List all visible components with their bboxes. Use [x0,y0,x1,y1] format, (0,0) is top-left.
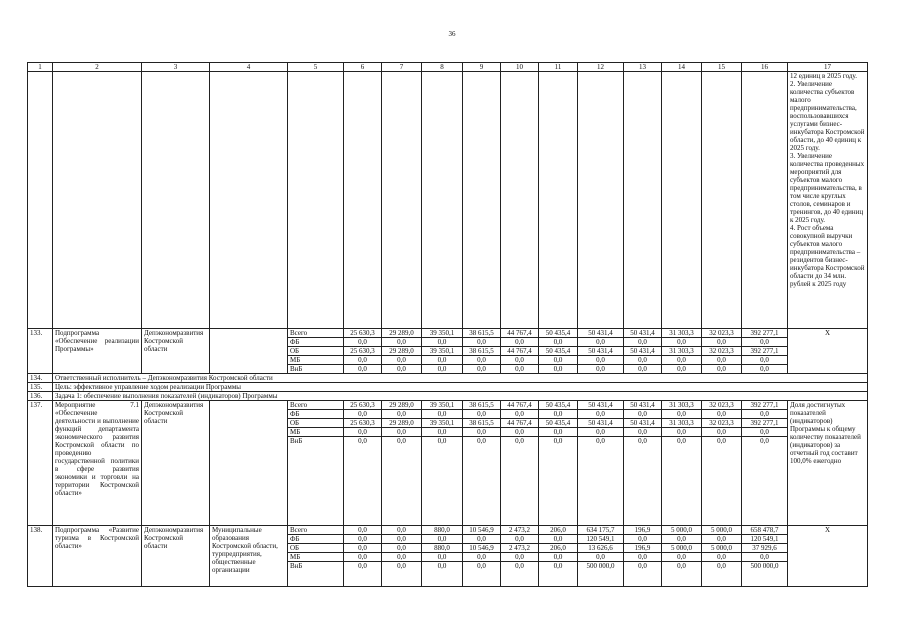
value-cell: 0,0 [624,553,662,562]
cell-empty [539,72,578,329]
value-cell: 0,0 [539,338,578,347]
value-cell: 32 023,3 [702,419,742,428]
value-cell: 0,0 [702,356,742,365]
value-cell: 0,0 [344,410,382,419]
value-cell: 0,0 [344,365,382,374]
value-cell: 10 546,9 [463,526,501,535]
value-cell: 50 435,4 [539,329,578,338]
value-cell: 0,0 [624,356,662,365]
value-cell: 0,0 [742,428,788,437]
value-cell: 50 431,4 [578,329,624,338]
value-cell: 25 630,3 [344,419,382,428]
value-cell: 31 303,3 [662,419,702,428]
value-cell: 0,0 [422,553,463,562]
table-row [28,329,868,338]
value-cell: 0,0 [539,365,578,374]
value-cell: 32 023,3 [702,347,742,356]
value-cell: 0,0 [463,437,501,526]
value-cell: 0,0 [501,553,539,562]
value-cell: 29 289,0 [382,401,422,410]
value-cell: 0,0 [382,553,422,562]
value-cell: 0,0 [702,437,742,526]
value-cell: 392 277,1 [742,329,788,338]
value-cell: 5 000,0 [702,544,742,553]
value-cell: 0,0 [344,526,382,535]
value-cell: 0,0 [463,365,501,374]
value-cell: 0,0 [382,562,422,587]
value-cell: 39 350,1 [422,401,463,410]
cell-empty [624,72,662,329]
cell-empty [288,72,344,329]
value-cell: 50 431,4 [624,347,662,356]
value-cell: 44 767,4 [501,419,539,428]
value-cell: 0,0 [422,356,463,365]
value-cell: 0,0 [344,535,382,544]
value-cell: 880,0 [422,526,463,535]
cell-empty [578,72,624,329]
value-cell: 0,0 [422,365,463,374]
row-number: 133. [28,329,53,374]
value-cell: 32 023,3 [702,329,742,338]
value-cell: 0,0 [624,562,662,587]
value-cell: 38 615,5 [463,419,501,428]
value-cell: 50 435,4 [539,419,578,428]
value-cell: 0,0 [662,356,702,365]
column-header-8: 8 [422,63,463,72]
value-cell: 50 431,4 [578,347,624,356]
value-cell: 0,0 [662,562,702,587]
funding-source: ФБ [288,410,344,419]
value-cell: 44 767,4 [501,347,539,356]
funding-source: МБ [288,553,344,562]
section-text: Задача 1: обеспечение выполнения показателей (индикаторов) Программы [53,392,868,401]
funding-source: Всего [288,401,344,410]
funding-source: ВнБ [288,437,344,526]
cell-empty [28,72,53,329]
value-cell: 31 303,3 [662,401,702,410]
value-cell: 5 000,0 [702,526,742,535]
value-cell: 0,0 [463,338,501,347]
column-number-row [28,63,868,72]
table-body [28,63,868,587]
value-cell: 0,0 [662,428,702,437]
table-row [28,526,868,535]
value-cell: 0,0 [539,535,578,544]
value-cell: 0,0 [578,365,624,374]
value-cell: 0,0 [382,428,422,437]
value-cell: 0,0 [463,410,501,419]
funding-source: МБ [288,428,344,437]
continuation-row [28,72,868,329]
value-cell: 25 630,3 [344,329,382,338]
value-cell: 29 289,0 [382,419,422,428]
section-row [28,374,868,383]
cell-empty [662,72,702,329]
value-cell: 206,0 [539,526,578,535]
value-cell: 0,0 [578,428,624,437]
value-cell: 0,0 [344,437,382,526]
funding-source: ФБ [288,338,344,347]
row-executor: Депэкономразвития Костромской области [142,329,210,374]
value-cell: 0,0 [344,553,382,562]
value-cell: 0,0 [742,410,788,419]
column-header-11: 11 [539,63,578,72]
funding-source: Всего [288,526,344,535]
value-cell: 206,0 [539,544,578,553]
row-number: 138. [28,526,53,587]
value-cell: 50 435,4 [539,347,578,356]
funding-source: Всего [288,329,344,338]
value-cell: 0,0 [422,562,463,587]
row-number: 136. [28,392,53,401]
column-header-16: 16 [742,63,788,72]
funding-source: МБ [288,356,344,365]
row-result: Х [788,329,868,374]
result-text: 12 единиц в 2025 году. 2. Увеличение количества субъектов малого предпринимательства, воспользовавшихся услугами бизнес-инкубатора Костромской области, до 40 единиц к 2025 году. 3. Увеличение количества проведенных мероприятий для субъектов малого предпринимательства, в том числе круглых столов, семинаров и тренингов, до 40 единиц к 2025 году. 4. Рост объема совокупной выручки субъектов малого предпринимательства – резидентов бизнес-инкубатора Костромской области до 34 млн. рублей к 2025 году [788,72,868,329]
value-cell: 0,0 [702,428,742,437]
value-cell: 0,0 [382,338,422,347]
page-number: 36 [448,30,456,38]
value-cell: 0,0 [463,562,501,587]
value-cell: 50 431,4 [624,329,662,338]
value-cell: 0,0 [501,365,539,374]
cell-empty [382,72,422,329]
column-header-6: 6 [344,63,382,72]
row-participant: Муниципальные образования Костромской области, турпредприятия, общественные организации [210,526,288,587]
value-cell: 0,0 [742,365,788,374]
value-cell: 0,0 [382,535,422,544]
value-cell: 0,0 [463,535,501,544]
value-cell: 0,0 [344,338,382,347]
value-cell: 0,0 [382,437,422,526]
value-cell: 120 549,1 [578,535,624,544]
value-cell: 0,0 [344,562,382,587]
column-header-10: 10 [501,63,539,72]
value-cell: 120 549,1 [742,535,788,544]
value-cell: 0,0 [624,338,662,347]
funding-source: ОБ [288,347,344,356]
value-cell: 0,0 [702,535,742,544]
value-cell: 0,0 [662,437,702,526]
value-cell: 0,0 [422,428,463,437]
value-cell: 0,0 [344,428,382,437]
row-result: Доля достигнутых показателей (индикаторов) Программы к общему количеству показателей (индикаторов) за отчетный год составит 100,0% ежегодно [788,401,868,526]
value-cell: 658 478,7 [742,526,788,535]
cell-empty [742,72,788,329]
value-cell: 0,0 [382,365,422,374]
value-cell: 5 000,0 [662,526,702,535]
column-header-17: 17 [788,63,868,72]
value-cell: 500 000,0 [578,562,624,587]
value-cell: 13 626,6 [578,544,624,553]
value-cell: 50 435,4 [539,401,578,410]
value-cell: 0,0 [382,544,422,553]
value-cell: 0,0 [539,410,578,419]
value-cell: 44 767,4 [501,401,539,410]
value-cell: 0,0 [662,535,702,544]
value-cell: 0,0 [662,410,702,419]
value-cell: 25 630,3 [344,347,382,356]
row-participant [210,329,288,374]
value-cell: 0,0 [578,410,624,419]
row-number: 137. [28,401,53,526]
column-header-4: 4 [210,63,288,72]
value-cell: 0,0 [702,562,742,587]
value-cell: 0,0 [578,338,624,347]
value-cell: 0,0 [624,365,662,374]
value-cell: 634 175,7 [578,526,624,535]
value-cell: 0,0 [539,553,578,562]
funding-source: ФБ [288,535,344,544]
value-cell: 5 000,0 [662,544,702,553]
value-cell: 0,0 [742,356,788,365]
value-cell: 25 630,3 [344,401,382,410]
value-cell: 38 615,5 [463,401,501,410]
value-cell: 44 767,4 [501,329,539,338]
value-cell: 0,0 [702,410,742,419]
row-executor: Депэкономразвития Костромской области [142,401,210,526]
value-cell: 0,0 [422,535,463,544]
cell-empty [463,72,501,329]
value-cell: 50 431,4 [578,401,624,410]
column-header-7: 7 [382,63,422,72]
value-cell: 0,0 [501,535,539,544]
row-participant [210,401,288,526]
value-cell: 0,0 [624,428,662,437]
value-cell: 50 431,4 [578,419,624,428]
row-name: Подпрограмма «Развитие туризма в Костромской области» [53,526,142,587]
value-cell: 29 289,0 [382,347,422,356]
value-cell: 0,0 [578,356,624,365]
value-cell: 0,0 [539,437,578,526]
value-cell: 0,0 [344,544,382,553]
value-cell: 0,0 [463,356,501,365]
column-header-3: 3 [142,63,210,72]
value-cell: 0,0 [539,562,578,587]
value-cell: 196,9 [624,544,662,553]
value-cell: 32 023,3 [702,401,742,410]
value-cell: 392 277,1 [742,419,788,428]
value-cell: 0,0 [422,338,463,347]
value-cell: 50 431,4 [624,401,662,410]
value-cell: 0,0 [624,535,662,544]
value-cell: 0,0 [501,338,539,347]
column-header-5: 5 [288,63,344,72]
cell-empty [702,72,742,329]
value-cell: 392 277,1 [742,401,788,410]
value-cell: 0,0 [662,338,702,347]
value-cell: 0,0 [742,553,788,562]
column-header-13: 13 [624,63,662,72]
column-header-2: 2 [53,63,142,72]
value-cell: 0,0 [501,410,539,419]
value-cell: 39 350,1 [422,419,463,428]
cell-empty [344,72,382,329]
section-text: Ответственный исполнитель – Депэкономразвития Костромской области [53,374,868,383]
cell-empty [422,72,463,329]
value-cell: 0,0 [422,437,463,526]
row-number: 134. [28,374,53,383]
funding-source: ОБ [288,544,344,553]
value-cell: 880,0 [422,544,463,553]
value-cell: 0,0 [578,553,624,562]
value-cell: 10 546,9 [463,544,501,553]
funding-source: ВнБ [288,562,344,587]
value-cell: 0,0 [742,437,788,526]
value-cell: 0,0 [463,428,501,437]
value-cell: 0,0 [702,365,742,374]
value-cell: 0,0 [344,356,382,365]
value-cell: 0,0 [422,410,463,419]
cell-empty [53,72,142,329]
value-cell: 0,0 [702,338,742,347]
section-text: Цель: эффективное управление ходом реализации Программы [53,383,868,392]
section-row [28,392,868,401]
value-cell: 0,0 [501,437,539,526]
value-cell: 50 431,4 [624,419,662,428]
value-cell: 0,0 [501,562,539,587]
cell-empty [142,72,210,329]
value-cell: 38 615,5 [463,329,501,338]
value-cell: 31 303,3 [662,347,702,356]
value-cell: 0,0 [382,526,422,535]
program-table [27,62,868,587]
value-cell: 0,0 [539,356,578,365]
row-result: Х [788,526,868,587]
value-cell: 0,0 [539,428,578,437]
column-header-9: 9 [463,63,501,72]
value-cell: 2 473,2 [501,526,539,535]
cell-empty [210,72,288,329]
cell-empty [501,72,539,329]
row-number: 135. [28,383,53,392]
row-executor: Депэкономразвития Костромской области [142,526,210,587]
value-cell: 0,0 [662,365,702,374]
value-cell: 29 289,0 [382,329,422,338]
column-header-14: 14 [662,63,702,72]
value-cell: 0,0 [624,410,662,419]
table-row [28,401,868,410]
column-header-12: 12 [578,63,624,72]
value-cell: 37 929,6 [742,544,788,553]
column-header-15: 15 [702,63,742,72]
value-cell: 0,0 [578,437,624,526]
value-cell: 392 277,1 [742,347,788,356]
value-cell: 39 350,1 [422,329,463,338]
value-cell: 0,0 [382,410,422,419]
row-name: Подпрограмма «Обеспечение реализации Программы» [53,329,142,374]
value-cell: 2 473,2 [501,544,539,553]
value-cell: 39 350,1 [422,347,463,356]
value-cell: 38 615,5 [463,347,501,356]
funding-source: ВнБ [288,365,344,374]
value-cell: 0,0 [382,356,422,365]
row-name: Мероприятие 7.1 «Обеспечение деятельности и выполнение функций департамента экономического развития Костромской области по проведению государственной политики в сфере развития экономики и торговли на территории Костромской области» [53,401,142,526]
value-cell: 0,0 [742,338,788,347]
section-row [28,383,868,392]
value-cell: 0,0 [463,553,501,562]
value-cell: 0,0 [662,553,702,562]
funding-source: ОБ [288,419,344,428]
value-cell: 196,9 [624,526,662,535]
value-cell: 0,0 [501,356,539,365]
column-header-1: 1 [28,63,53,72]
value-cell: 31 303,3 [662,329,702,338]
value-cell: 0,0 [702,553,742,562]
value-cell: 0,0 [501,428,539,437]
value-cell: 0,0 [624,437,662,526]
value-cell: 500 000,0 [742,562,788,587]
